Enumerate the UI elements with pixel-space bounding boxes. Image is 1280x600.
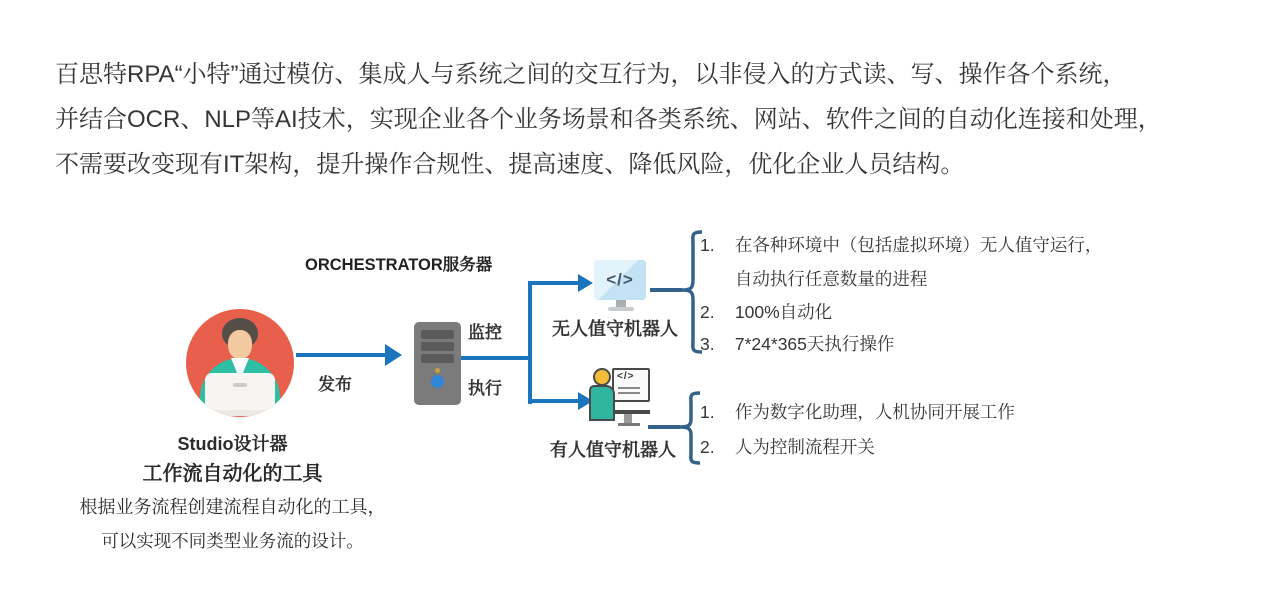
unattended-brace	[678, 230, 702, 354]
list-item	[700, 266, 927, 291]
list-item-text: 7*24*365天执行操作	[734, 334, 895, 354]
studio-desc-line-2: 可以实现不同类型业务流的设计。	[101, 531, 364, 551]
screen-line	[618, 392, 640, 394]
attended-arrow-line	[528, 399, 579, 403]
list-item-text: 在各种环境中（包括虚拟环境）无人值守运行，	[734, 235, 1103, 255]
server-slat	[421, 354, 454, 363]
list-item-number: 1.	[700, 235, 715, 255]
list-item-text: 自动执行任意数量的进程	[734, 269, 928, 289]
server-slat	[421, 342, 454, 351]
screen-line	[618, 387, 640, 389]
orchestrator-label: ORCHESTRATOR服务器	[305, 256, 493, 274]
unattended-arrow-line	[528, 281, 579, 285]
orchestrator-server-icon	[414, 322, 461, 405]
attended-monitor	[612, 368, 650, 402]
code-icon: </>	[606, 270, 634, 289]
list-item	[700, 331, 894, 356]
publish-label: 发布	[318, 375, 352, 394]
server-led	[435, 368, 440, 373]
unattended-robot-icon	[594, 260, 646, 300]
person-head	[593, 368, 611, 386]
laptop-detail	[233, 383, 247, 387]
list-item-number: 2.	[700, 302, 715, 322]
list-item	[700, 299, 832, 324]
monitor-base	[618, 423, 640, 426]
server-slat	[421, 330, 454, 339]
laptop-base	[200, 410, 280, 416]
list-item	[700, 399, 1015, 424]
attended-robot-icon	[588, 368, 652, 426]
list-item	[700, 232, 1102, 257]
attended-robot-label: 有人值守机器人	[550, 440, 676, 460]
server-branch-line	[461, 356, 531, 360]
code-icon: </>	[617, 371, 635, 382]
list-item-text: 100%自动化	[734, 302, 833, 322]
studio-designer-icon	[186, 309, 294, 417]
list-item-number: 3.	[700, 334, 715, 354]
server-power-button	[431, 375, 444, 388]
intro-paragraph	[55, 52, 1215, 187]
list-item	[700, 434, 875, 459]
attended-brace	[676, 391, 700, 465]
publish-arrow-line	[296, 353, 386, 357]
avatar-face	[228, 330, 252, 359]
monitor-label: 监控	[468, 323, 502, 342]
laptop-icon	[205, 373, 275, 413]
intro-line-3: 不需要改变现有IT架构，提升操作合规性、提高速度、降低风险，优化企业人员结构。	[55, 151, 965, 178]
unattended-robot-label: 无人值守机器人	[552, 319, 678, 339]
intro-line-1: 百思特RPA“小特”通过模仿、集成人与系统之间的交互行为，以非侵入的方式读、写、操作各个系统，	[55, 61, 1127, 88]
list-item-number: 2.	[700, 437, 715, 457]
branch-vertical-line	[528, 282, 532, 404]
studio-title: Studio设计器	[177, 434, 288, 454]
intro-line-2: 并结合OCR、NLP等AI技术，实现企业各个业务场景和各类系统、网站、软件之间的自动化连接和处理，	[55, 106, 1162, 133]
studio-subtitle: 工作流自动化的工具	[142, 463, 323, 485]
monitor-base	[608, 307, 634, 311]
list-item-number: 1.	[700, 402, 715, 422]
list-item-text: 作为数字化助理，人机协同开展工作	[734, 402, 1015, 422]
unattended-arrow-head	[578, 274, 593, 292]
person-body	[589, 385, 615, 421]
studio-desc-line-1: 根据业务流程创建流程自动化的工具，	[79, 497, 386, 517]
list-item-text: 人为控制流程开关	[734, 437, 875, 457]
publish-arrow-head	[385, 344, 402, 366]
monitor-stand	[616, 300, 626, 307]
execute-label: 执行	[468, 379, 502, 398]
